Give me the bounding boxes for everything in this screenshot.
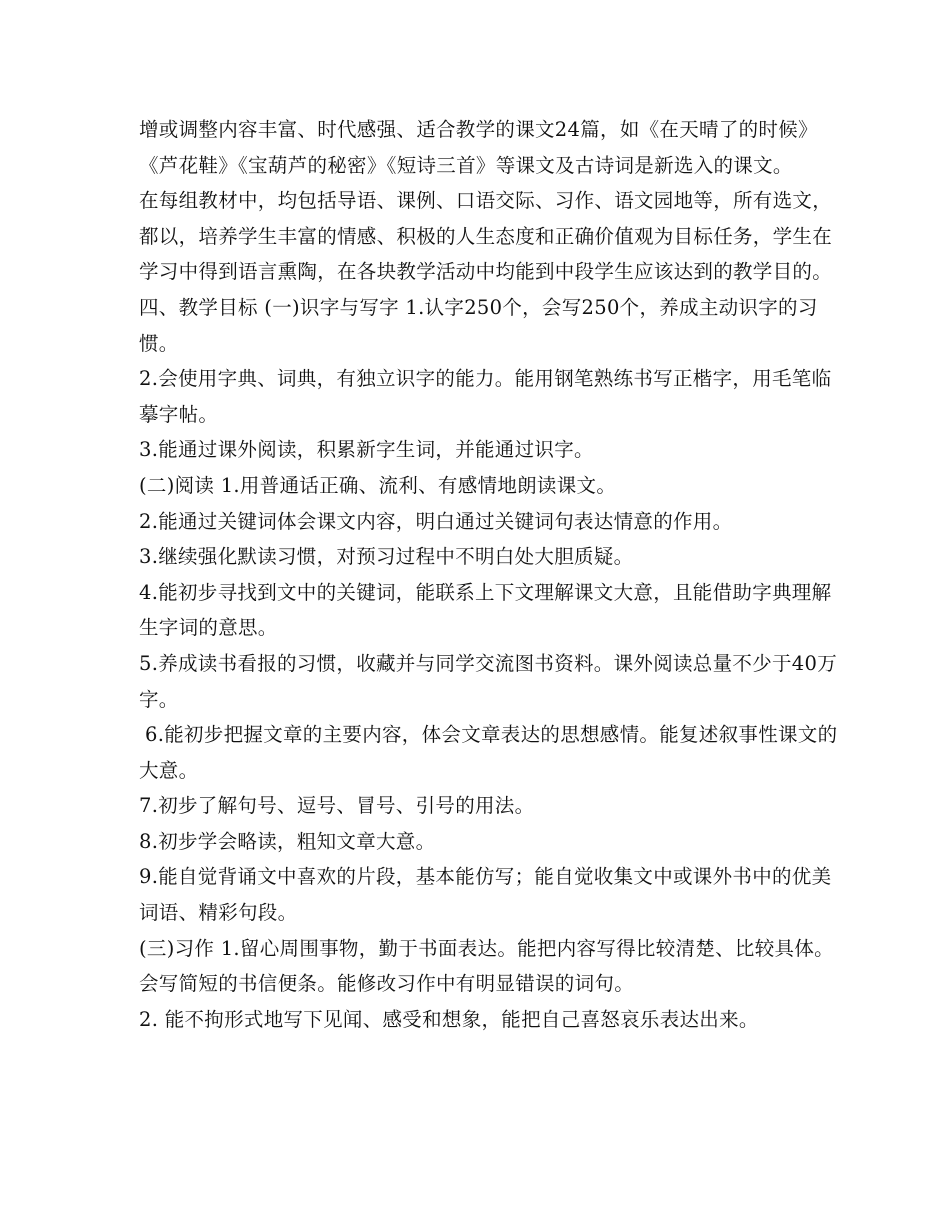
document-body <box>139 112 839 1037</box>
paragraph-reading-1: (二)阅读 1.用普通话正确、流利、有感情地朗读课文。 <box>139 473 617 497</box>
paragraph-literacy-3: 3.能通过课外阅读，积累新字生词，并能通过识字。 <box>139 438 594 462</box>
paragraph-reading-5: 5.养成读书看报的习惯，收藏并与同学交流图书资料。课外阅读总量不少于40万字。 <box>139 651 838 711</box>
paragraph-goals-literacy: 四、教学目标 (一)识字与写字 1.认字250个，会写250个，养成主动识字的习惯。 <box>139 295 818 355</box>
paragraph-reading-4: 4.能初步寻找到文中的关键词，能联系上下文理解课文大意，且能借助字典理解生字词的意思。 <box>139 580 832 640</box>
paragraph-writing-2: 2. 能不拘形式地写下见闻、感受和想象，能把自己喜怒哀乐表达出来。 <box>139 1007 759 1031</box>
paragraph-reading-7: 7.初步了解句号、逗号、冒号、引号的用法。 <box>139 794 535 818</box>
paragraph-new-texts: 增或调整内容丰富、时代感强、适合教学的课文24篇，如《在天晴了的时候》《芦花鞋》《宝葫芦的秘密》《短诗三首》等课文及古诗词是新选入的课文。 <box>139 118 818 177</box>
paragraph-literacy-2: 2.会使用字典、词典，有独立识字的能力。能用钢笔熟练书写正楷字，用毛笔临摹字帖。 <box>139 367 832 426</box>
paragraph-reading-9: 9.能自觉背诵文中喜欢的片段，基本能仿写；能自觉收集文中或课外书中的优美词语、精彩句段。 <box>139 865 832 925</box>
paragraph-writing-1: (三)习作 1.留心周围事物，勤于书面表达。能把内容写得比较清楚、比较具体。会写简短的书信便条。能修改习作中有明显错误的词句。 <box>139 936 834 996</box>
paragraph-reading-3: 3.继续强化默读习惯，对预习过程中不明白处大胆质疑。 <box>139 545 634 569</box>
paragraph-reading-8: 8.初步学会略读，粗知文章大意。 <box>139 829 436 853</box>
paragraph-reading-6: 6.能初步把握文章的主要内容，体会文章表达的思想感情。能复述叙事性课文的大意。 <box>139 723 838 782</box>
paragraph-unit-structure: 在每组教材中，均包括导语、课例、口语交际、习作、语文园地等，所有选文，都以，培养学生丰富的情感、积极的人生态度和正确价值观为目标任务，学生在学习中得到语言熏陶，在各块教学活动中均能到中段学生应该达到的教学目的。 <box>139 189 833 284</box>
paragraph-reading-2: 2.能通过关键词体会课文内容，明白通过关键词句表达情意的作用。 <box>139 509 733 533</box>
